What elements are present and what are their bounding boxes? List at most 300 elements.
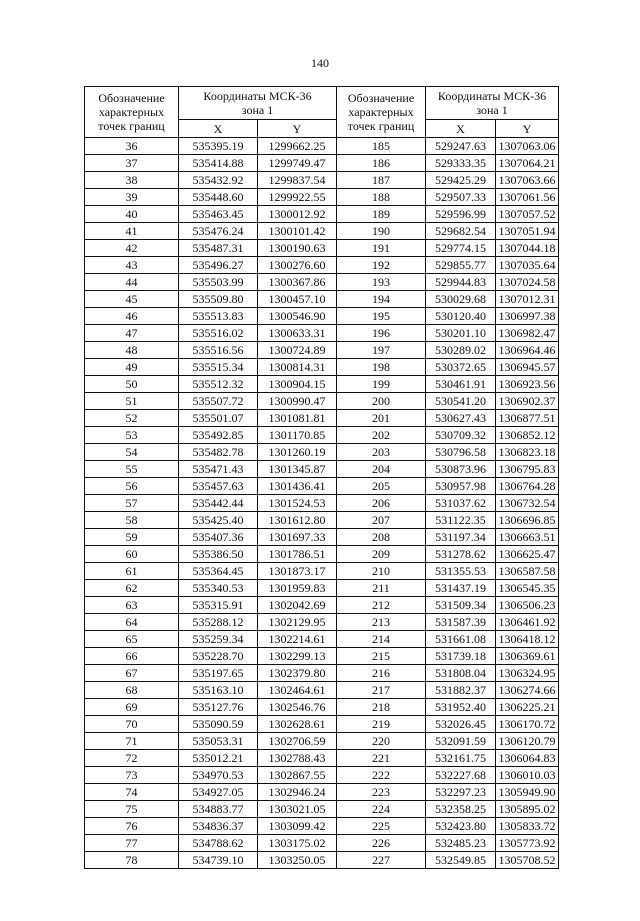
- cell-point-id: 75: [85, 801, 179, 818]
- cell-x-coord: 535288.12: [179, 614, 258, 631]
- cell-point-id: 36: [85, 138, 179, 155]
- cell-y-coord: 1305833.72: [496, 818, 559, 835]
- cell-y-coord: 1307051.94: [496, 223, 559, 240]
- cell-x-coord: 529333.35: [426, 155, 496, 172]
- x-header-right: X: [426, 120, 496, 138]
- cell-point-id: 193: [337, 274, 426, 291]
- cell-point-id: 72: [85, 750, 179, 767]
- cell-point-id: 52: [85, 410, 179, 427]
- cell-y-coord: 1306795.83: [496, 461, 559, 478]
- cell-x-coord: 531122.35: [426, 512, 496, 529]
- cell-point-id: 47: [85, 325, 179, 342]
- cell-x-coord: 535516.56: [179, 342, 258, 359]
- cell-point-id: 48: [85, 342, 179, 359]
- cell-y-coord: 1300904.15: [258, 376, 337, 393]
- cell-x-coord: 535053.31: [179, 733, 258, 750]
- cell-point-id: 73: [85, 767, 179, 784]
- cell-point-id: 198: [337, 359, 426, 376]
- cell-x-coord: 535476.24: [179, 223, 258, 240]
- cell-x-coord: 535386.50: [179, 546, 258, 563]
- cell-point-id: 64: [85, 614, 179, 631]
- cell-y-coord: 1301170.85: [258, 427, 337, 444]
- cell-x-coord: 529855.77: [426, 257, 496, 274]
- cell-point-id: 60: [85, 546, 179, 563]
- cell-x-coord: 531739.18: [426, 648, 496, 665]
- y-header-right: Y: [496, 120, 559, 138]
- table-row: [85, 308, 559, 325]
- cell-point-id: 221: [337, 750, 426, 767]
- cell-y-coord: 1300990.47: [258, 393, 337, 410]
- cell-point-id: 187: [337, 172, 426, 189]
- table-row: [85, 393, 559, 410]
- cell-x-coord: 530873.96: [426, 461, 496, 478]
- cell-y-coord: 1305949.90: [496, 784, 559, 801]
- page-number: 140: [311, 56, 329, 70]
- cell-point-id: 216: [337, 665, 426, 682]
- cell-point-id: 204: [337, 461, 426, 478]
- cell-point-id: 59: [85, 529, 179, 546]
- cell-x-coord: 535457.63: [179, 478, 258, 495]
- cell-point-id: 44: [85, 274, 179, 291]
- cell-y-coord: 1307063.06: [496, 138, 559, 155]
- cell-point-id: 213: [337, 614, 426, 631]
- cell-x-coord: 534836.37: [179, 818, 258, 835]
- cell-point-id: 186: [337, 155, 426, 172]
- cell-y-coord: 1306274.66: [496, 682, 559, 699]
- cell-x-coord: 535487.31: [179, 240, 258, 257]
- cell-x-coord: 531355.53: [426, 563, 496, 580]
- cell-x-coord: 532549.85: [426, 852, 496, 869]
- cell-x-coord: 535012.21: [179, 750, 258, 767]
- cell-point-id: 38: [85, 172, 179, 189]
- table-row: [85, 563, 559, 580]
- cell-y-coord: 1306324.95: [496, 665, 559, 682]
- cell-x-coord: 531587.39: [426, 614, 496, 631]
- cell-y-coord: 1301612.80: [258, 512, 337, 529]
- cell-point-id: 208: [337, 529, 426, 546]
- cell-y-coord: 1300633.31: [258, 325, 337, 342]
- cell-point-id: 58: [85, 512, 179, 529]
- cell-x-coord: 535496.27: [179, 257, 258, 274]
- cell-y-coord: 1306696.85: [496, 512, 559, 529]
- cell-point-id: 51: [85, 393, 179, 410]
- cell-y-coord: 1300457.10: [258, 291, 337, 308]
- cell-point-id: 191: [337, 240, 426, 257]
- cell-y-coord: 1306823.18: [496, 444, 559, 461]
- cell-x-coord: 530541.20: [426, 393, 496, 410]
- cell-point-id: 225: [337, 818, 426, 835]
- cell-x-coord: 529425.29: [426, 172, 496, 189]
- cell-y-coord: 1302788.43: [258, 750, 337, 767]
- table-row: [85, 852, 559, 869]
- cell-y-coord: 1302129.95: [258, 614, 337, 631]
- cell-x-coord: 535315.91: [179, 597, 258, 614]
- cell-point-id: 50: [85, 376, 179, 393]
- cell-y-coord: 1301260.19: [258, 444, 337, 461]
- cell-x-coord: 532297.23: [426, 784, 496, 801]
- cell-point-id: 210: [337, 563, 426, 580]
- cell-point-id: 222: [337, 767, 426, 784]
- cell-x-coord: 530796.58: [426, 444, 496, 461]
- cell-y-coord: 1305708.52: [496, 852, 559, 869]
- cell-point-id: 65: [85, 631, 179, 648]
- cell-y-coord: 1306902.37: [496, 393, 559, 410]
- table-row: [85, 206, 559, 223]
- cell-x-coord: 531808.04: [426, 665, 496, 682]
- cell-y-coord: 1307024.58: [496, 274, 559, 291]
- cell-y-coord: 1301345.87: [258, 461, 337, 478]
- cell-y-coord: 1306587.58: [496, 563, 559, 580]
- cell-x-coord: 531509.34: [426, 597, 496, 614]
- y-header-left: Y: [258, 120, 337, 138]
- cell-point-id: 185: [337, 138, 426, 155]
- cell-y-coord: 1307044.18: [496, 240, 559, 257]
- table-row: [85, 529, 559, 546]
- table-row: [85, 172, 559, 189]
- cell-x-coord: 530461.91: [426, 376, 496, 393]
- cell-x-coord: 535515.34: [179, 359, 258, 376]
- cell-x-coord: 531437.19: [426, 580, 496, 597]
- cell-y-coord: 1306923.56: [496, 376, 559, 393]
- cell-point-id: 45: [85, 291, 179, 308]
- designation-header-left: Обозначение характерных точек границ: [85, 87, 179, 138]
- cell-x-coord: 530627.43: [426, 410, 496, 427]
- cell-y-coord: 1299749.47: [258, 155, 337, 172]
- cell-x-coord: 535197.65: [179, 665, 258, 682]
- cell-x-coord: 530029.68: [426, 291, 496, 308]
- cell-point-id: 209: [337, 546, 426, 563]
- table-row: [85, 801, 559, 818]
- cell-point-id: 206: [337, 495, 426, 512]
- cell-y-coord: 1306064.83: [496, 750, 559, 767]
- cell-y-coord: 1302946.24: [258, 784, 337, 801]
- cell-y-coord: 1306732.54: [496, 495, 559, 512]
- cell-x-coord: 531197.34: [426, 529, 496, 546]
- cell-point-id: 220: [337, 733, 426, 750]
- cell-x-coord: 535516.02: [179, 325, 258, 342]
- cell-y-coord: 1306010.03: [496, 767, 559, 784]
- cell-y-coord: 1307012.31: [496, 291, 559, 308]
- cell-point-id: 63: [85, 597, 179, 614]
- cell-x-coord: 535259.34: [179, 631, 258, 648]
- table-row: [85, 631, 559, 648]
- cell-point-id: 201: [337, 410, 426, 427]
- cell-point-id: 43: [85, 257, 179, 274]
- cell-x-coord: 534788.62: [179, 835, 258, 852]
- cell-point-id: 211: [337, 580, 426, 597]
- cell-y-coord: 1306663.51: [496, 529, 559, 546]
- cell-x-coord: 535448.60: [179, 189, 258, 206]
- cell-y-coord: 1303099.42: [258, 818, 337, 835]
- cell-y-coord: 1306120.79: [496, 733, 559, 750]
- cell-y-coord: 1301786.51: [258, 546, 337, 563]
- cell-point-id: 218: [337, 699, 426, 716]
- cell-x-coord: 532161.75: [426, 750, 496, 767]
- cell-x-coord: 535090.59: [179, 716, 258, 733]
- cell-point-id: 74: [85, 784, 179, 801]
- table-row: [85, 274, 559, 291]
- cell-y-coord: 1307061.56: [496, 189, 559, 206]
- x-header-left: X: [179, 120, 258, 138]
- cell-y-coord: 1300190.63: [258, 240, 337, 257]
- cell-x-coord: 535228.70: [179, 648, 258, 665]
- table-row: [85, 580, 559, 597]
- table-row: [85, 410, 559, 427]
- cell-x-coord: 531882.37: [426, 682, 496, 699]
- cell-point-id: 71: [85, 733, 179, 750]
- cell-point-id: 56: [85, 478, 179, 495]
- cell-x-coord: 531037.62: [426, 495, 496, 512]
- cell-y-coord: 1306945.57: [496, 359, 559, 376]
- table-row: [85, 257, 559, 274]
- cell-point-id: 207: [337, 512, 426, 529]
- cell-x-coord: 532423.80: [426, 818, 496, 835]
- cell-y-coord: 1301524.53: [258, 495, 337, 512]
- cell-x-coord: 529682.54: [426, 223, 496, 240]
- cell-x-coord: 529247.63: [426, 138, 496, 155]
- cell-x-coord: 532091.59: [426, 733, 496, 750]
- cell-point-id: 196: [337, 325, 426, 342]
- cell-point-id: 205: [337, 478, 426, 495]
- cell-x-coord: 535395.19: [179, 138, 258, 155]
- cell-x-coord: 535442.44: [179, 495, 258, 512]
- cell-x-coord: 535513.83: [179, 308, 258, 325]
- cell-y-coord: 1302867.55: [258, 767, 337, 784]
- table-row: [85, 784, 559, 801]
- table-row: [85, 138, 559, 155]
- table-row: [85, 733, 559, 750]
- cell-y-coord: 1300546.90: [258, 308, 337, 325]
- cell-x-coord: 532026.45: [426, 716, 496, 733]
- cell-y-coord: 1300012.92: [258, 206, 337, 223]
- cell-x-coord: 535507.72: [179, 393, 258, 410]
- cell-point-id: 69: [85, 699, 179, 716]
- cell-point-id: 219: [337, 716, 426, 733]
- table-row: [85, 767, 559, 784]
- cell-point-id: 189: [337, 206, 426, 223]
- cell-y-coord: 1301436.41: [258, 478, 337, 495]
- cell-x-coord: 535512.32: [179, 376, 258, 393]
- cell-y-coord: 1306545.35: [496, 580, 559, 597]
- cell-point-id: 215: [337, 648, 426, 665]
- cell-point-id: 55: [85, 461, 179, 478]
- cell-x-coord: 534970.53: [179, 767, 258, 784]
- cell-y-coord: 1300724.89: [258, 342, 337, 359]
- cell-point-id: 227: [337, 852, 426, 869]
- cell-x-coord: 532485.23: [426, 835, 496, 852]
- cell-y-coord: 1299837.54: [258, 172, 337, 189]
- cell-y-coord: 1301081.81: [258, 410, 337, 427]
- cell-y-coord: 1301959.83: [258, 580, 337, 597]
- cell-x-coord: 530289.02: [426, 342, 496, 359]
- table-row: [85, 495, 559, 512]
- cell-x-coord: 529944.83: [426, 274, 496, 291]
- cell-y-coord: 1300367.86: [258, 274, 337, 291]
- cell-x-coord: 532358.25: [426, 801, 496, 818]
- table-row: [85, 614, 559, 631]
- cell-point-id: 226: [337, 835, 426, 852]
- cell-point-id: 212: [337, 597, 426, 614]
- cell-point-id: 217: [337, 682, 426, 699]
- cell-x-coord: 530709.32: [426, 427, 496, 444]
- cell-y-coord: 1306852.12: [496, 427, 559, 444]
- table-row: [85, 461, 559, 478]
- table-row: [85, 648, 559, 665]
- table-row: [85, 291, 559, 308]
- cell-point-id: 195: [337, 308, 426, 325]
- cell-y-coord: 1302042.69: [258, 597, 337, 614]
- table-row: [85, 716, 559, 733]
- cell-point-id: 62: [85, 580, 179, 597]
- cell-x-coord: 530201.10: [426, 325, 496, 342]
- cell-x-coord: 531952.40: [426, 699, 496, 716]
- coords-header-right: Координаты МСК-36 зона 1: [426, 87, 559, 120]
- coords-header-left: Координаты МСК-36 зона 1: [179, 87, 337, 120]
- cell-x-coord: 535463.45: [179, 206, 258, 223]
- cell-point-id: 54: [85, 444, 179, 461]
- cell-x-coord: 535471.43: [179, 461, 258, 478]
- cell-point-id: 42: [85, 240, 179, 257]
- cell-y-coord: 1302706.59: [258, 733, 337, 750]
- cell-x-coord: 535509.80: [179, 291, 258, 308]
- cell-point-id: 37: [85, 155, 179, 172]
- table-row: [85, 665, 559, 682]
- cell-point-id: 202: [337, 427, 426, 444]
- cell-x-coord: 529774.15: [426, 240, 496, 257]
- cell-x-coord: 530372.65: [426, 359, 496, 376]
- cell-y-coord: 1306225.21: [496, 699, 559, 716]
- cell-y-coord: 1307035.64: [496, 257, 559, 274]
- cell-x-coord: 535364.45: [179, 563, 258, 580]
- cell-x-coord: 530957.98: [426, 478, 496, 495]
- cell-y-coord: 1306964.46: [496, 342, 559, 359]
- cell-x-coord: 531661.08: [426, 631, 496, 648]
- cell-point-id: 77: [85, 835, 179, 852]
- cell-y-coord: 1301697.33: [258, 529, 337, 546]
- cell-x-coord: 535425.40: [179, 512, 258, 529]
- cell-point-id: 57: [85, 495, 179, 512]
- cell-point-id: 190: [337, 223, 426, 240]
- cell-x-coord: 535492.85: [179, 427, 258, 444]
- cell-point-id: 192: [337, 257, 426, 274]
- cell-x-coord: 535127.76: [179, 699, 258, 716]
- cell-x-coord: 535414.88: [179, 155, 258, 172]
- cell-point-id: 76: [85, 818, 179, 835]
- cell-y-coord: 1307057.52: [496, 206, 559, 223]
- cell-point-id: 214: [337, 631, 426, 648]
- cell-point-id: 68: [85, 682, 179, 699]
- cell-point-id: 53: [85, 427, 179, 444]
- cell-y-coord: 1305895.02: [496, 801, 559, 818]
- table-row: [85, 546, 559, 563]
- cell-point-id: 199: [337, 376, 426, 393]
- cell-point-id: 224: [337, 801, 426, 818]
- cell-y-coord: 1302214.61: [258, 631, 337, 648]
- cell-x-coord: 535407.36: [179, 529, 258, 546]
- cell-point-id: 78: [85, 852, 179, 869]
- cell-point-id: 46: [85, 308, 179, 325]
- cell-y-coord: 1301873.17: [258, 563, 337, 580]
- cell-point-id: 203: [337, 444, 426, 461]
- cell-y-coord: 1306506.23: [496, 597, 559, 614]
- cell-x-coord: 529596.99: [426, 206, 496, 223]
- cell-point-id: 70: [85, 716, 179, 733]
- cell-point-id: 41: [85, 223, 179, 240]
- cell-y-coord: 1305773.92: [496, 835, 559, 852]
- cell-y-coord: 1306997.38: [496, 308, 559, 325]
- cell-x-coord: 535340.53: [179, 580, 258, 597]
- cell-y-coord: 1300101.42: [258, 223, 337, 240]
- table-row: [85, 427, 559, 444]
- cell-point-id: 194: [337, 291, 426, 308]
- table-row: [85, 155, 559, 172]
- cell-x-coord: 534883.77: [179, 801, 258, 818]
- cell-y-coord: 1303175.02: [258, 835, 337, 852]
- table-row: [85, 189, 559, 206]
- cell-point-id: 66: [85, 648, 179, 665]
- table-row: [85, 818, 559, 835]
- cell-y-coord: 1302628.61: [258, 716, 337, 733]
- cell-y-coord: 1306418.12: [496, 631, 559, 648]
- cell-point-id: 223: [337, 784, 426, 801]
- cell-y-coord: 1306625.47: [496, 546, 559, 563]
- cell-x-coord: 529507.33: [426, 189, 496, 206]
- cell-point-id: 67: [85, 665, 179, 682]
- cell-y-coord: 1306170.72: [496, 716, 559, 733]
- cell-y-coord: 1306982.47: [496, 325, 559, 342]
- cell-point-id: 61: [85, 563, 179, 580]
- cell-y-coord: 1307064.21: [496, 155, 559, 172]
- cell-y-coord: 1302379.80: [258, 665, 337, 682]
- cell-y-coord: 1306764.28: [496, 478, 559, 495]
- table-row: [85, 597, 559, 614]
- cell-x-coord: 534739.10: [179, 852, 258, 869]
- cell-point-id: 200: [337, 393, 426, 410]
- table-row: [85, 342, 559, 359]
- cell-y-coord: 1302299.13: [258, 648, 337, 665]
- cell-y-coord: 1306877.51: [496, 410, 559, 427]
- cell-x-coord: 535432.92: [179, 172, 258, 189]
- cell-y-coord: 1299662.25: [258, 138, 337, 155]
- table-row: [85, 359, 559, 376]
- cell-x-coord: 535501.07: [179, 410, 258, 427]
- cell-y-coord: 1299922.55: [258, 189, 337, 206]
- table-row: [85, 835, 559, 852]
- table-row: [85, 223, 559, 240]
- cell-y-coord: 1306369.61: [496, 648, 559, 665]
- cell-point-id: 188: [337, 189, 426, 206]
- cell-y-coord: 1300814.31: [258, 359, 337, 376]
- table-row: [85, 512, 559, 529]
- table-body: [85, 138, 559, 869]
- cell-x-coord: 535482.78: [179, 444, 258, 461]
- cell-y-coord: 1302546.76: [258, 699, 337, 716]
- cell-x-coord: 535503.99: [179, 274, 258, 291]
- cell-y-coord: 1307063.66: [496, 172, 559, 189]
- table-row: [85, 240, 559, 257]
- cell-x-coord: 530120.40: [426, 308, 496, 325]
- table-row: [85, 325, 559, 342]
- cell-x-coord: 532227.68: [426, 767, 496, 784]
- table-row: [85, 682, 559, 699]
- cell-x-coord: 534927.05: [179, 784, 258, 801]
- table-row: [85, 376, 559, 393]
- cell-y-coord: 1303021.05: [258, 801, 337, 818]
- table-row: [85, 750, 559, 767]
- designation-header-right: Обозначение характерных точек границ: [337, 87, 426, 138]
- cell-y-coord: 1303250.05: [258, 852, 337, 869]
- cell-point-id: 49: [85, 359, 179, 376]
